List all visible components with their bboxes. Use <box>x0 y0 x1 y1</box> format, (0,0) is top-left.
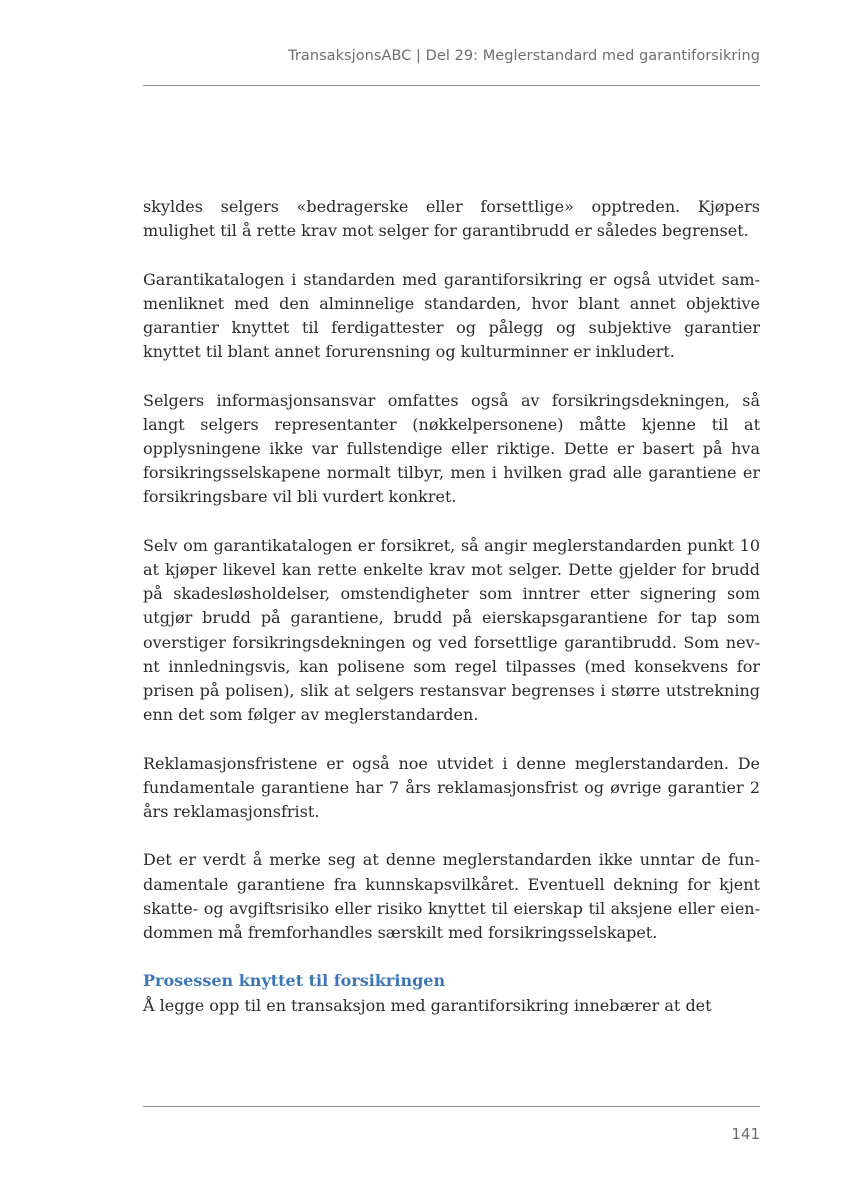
body-paragraph-1: skyldes selgers «bedragerske eller forsettlige» opptreden. Kjøpers mulighet til å rette krav mot selger for garantibrudd er således begrenset. <box>143 197 760 241</box>
body-text <box>143 195 760 1018</box>
running-header-title: TransaksjonsABC | Del 29: Meglerstandard med garantiforsikring <box>288 48 760 64</box>
body-paragraph-3: Selgers informasjonsansvar omfattes også av forsikringsdekningen, så langt selgers representanter (nøkkelpersonene) måtte kjenne til at opplysningene ikke var fullstendige eller riktige. Dette er basert på hva forsikringsselskapene normalt tilbyr, men i hvilken grad alle garantiene er forsikringsbare vil bli vurdert konkret. <box>143 390 760 507</box>
footer-divider <box>143 1106 760 1107</box>
section-heading: Prosessen knyttet til forsikringen <box>143 971 446 991</box>
body-paragraph-2: Garantikatalogen i standarden med garantiforsikring er også utvidet sammenliknet med den alminnelige standarden, hvor blant annet objektive garantier knyttet til ferdigattester og pålegg og subjektive garantier knyttet til blant annet forurensning og kulturminner er inkludert. <box>143 269 760 362</box>
header-divider <box>143 85 760 86</box>
body-paragraph-5: Reklamasjonsfristene er også noe utvidet i denne meglerstandarden. De fundamentale garantiene har 7 års reklamasjonsfrist og øvrige garantier 2 års reklamasjonsfrist. <box>143 753 760 822</box>
body-paragraph-6: Det er verdt å merke seg at denne meglerstandarden ikke unntar de fundamentale garantiene fra kunnskapsvilkåret. Eventuell dekning for kjent skatte- og avgiftsrisiko eller risiko knyttet til eierskap til aksjene eller eiendommen må fremforhandles særskilt med forsikringsselskapet. <box>143 850 760 943</box>
page-number: 141 <box>731 1125 760 1143</box>
section-first-line: Å legge opp til en transaksjon med garantiforsikring innebærer at det <box>143 995 712 1015</box>
body-paragraph-4: Selv om garantikatalogen er forsikret, så angir meglerstandarden punkt 10 at kjøper likevel kan rette enkelte krav mot selger. Dette gjelder for brudd på skadesløsholdelser, omstendigheter som inntrer etter signering som utgjør brudd på garantiene, brudd på eierskapsgarantiene for tap som overstiger forsikringsdekningen og ved forsettlige garantibrudd. Som nevnt innledningsvis, kan polisene som regel tilpasses (med konsekvens for prisen på polisen), slik at selgers restansvar begrenses i større utstrekning enn det som følger av meglerstandarden. <box>143 535 760 725</box>
